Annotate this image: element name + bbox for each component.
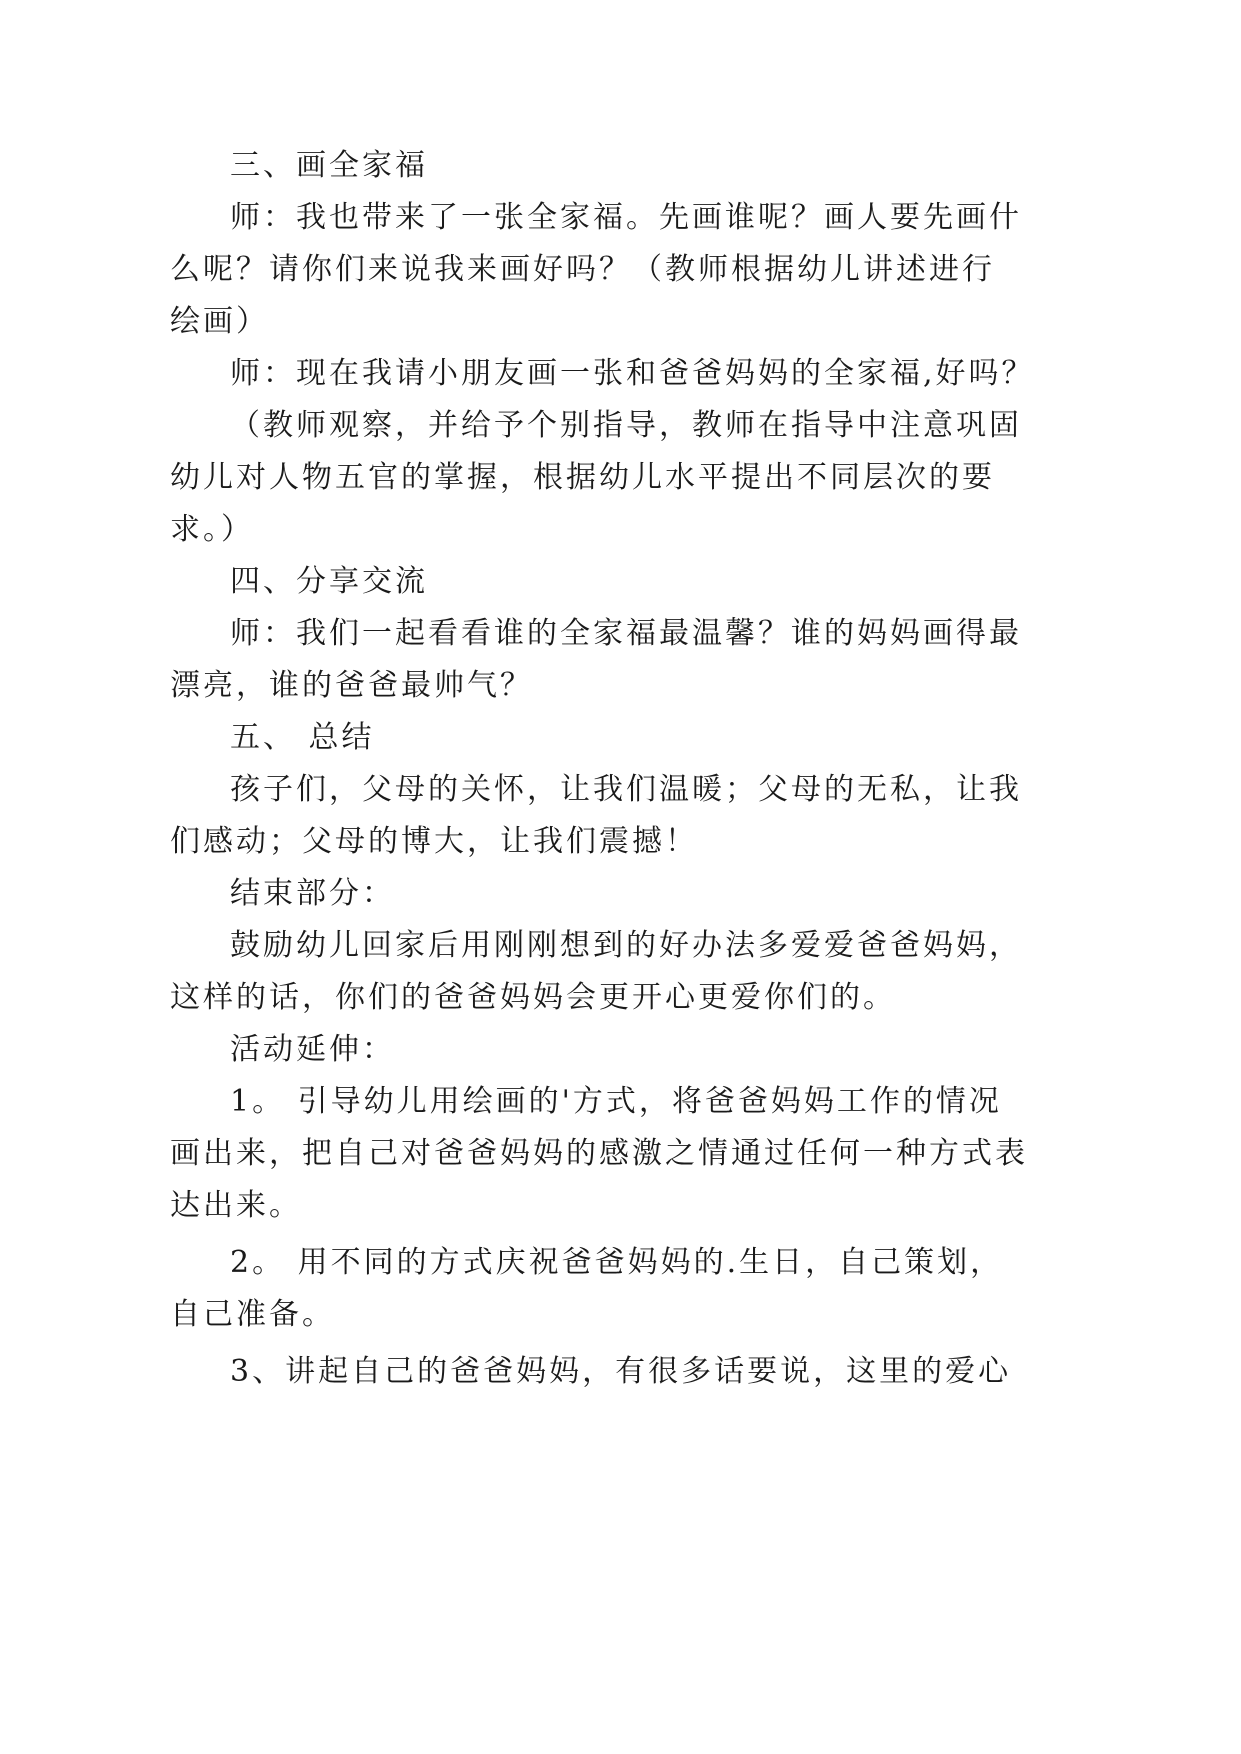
list-item-1-line: 画出来，把自己对爸爸妈妈的感激之情通过任何一种方式表 xyxy=(170,1136,1028,1171)
paragraph-line: 漂亮，谁的爸爸最帅气？ xyxy=(170,668,533,703)
paragraph-line: 么呢？请你们来说我来画好吗？（教师根据幼儿讲述进行 xyxy=(170,252,995,287)
paragraph-line: （教师观察，并给予个别指导，教师在指导中注意巩固 xyxy=(230,408,1022,443)
section-heading-summary: 五、 总结 xyxy=(230,720,375,755)
paragraph-line: 孩子们，父母的关怀，让我们温暖；父母的无私，让我 xyxy=(230,772,1022,807)
list-item-1-line: 1。 引导幼儿用绘画的'方式，将爸爸妈妈工作的情况 xyxy=(230,1084,1002,1119)
paragraph-line: 们感动；父母的博大，让我们震撼！ xyxy=(170,824,698,859)
paragraph-line: 绘画） xyxy=(170,304,269,339)
section-heading-extension: 活动延伸： xyxy=(230,1032,395,1067)
paragraph-line: 师：我们一起看看谁的全家福最温馨？谁的妈妈画得最 xyxy=(230,616,1022,651)
section-heading-draw-family: 三、画全家福 xyxy=(230,148,428,183)
paragraph-line: 师：我也带来了一张全家福。先画谁呢？画人要先画什 xyxy=(230,200,1022,235)
paragraph-line: 幼儿对人物五官的掌握，根据幼儿水平提出不同层次的要 xyxy=(170,460,995,495)
paragraph-line: 师：现在我请小朋友画一张和爸爸妈妈的全家福,好吗？ xyxy=(230,356,1035,391)
list-item-1-line: 达出来。 xyxy=(170,1188,302,1223)
list-item-2-line: 2。 用不同的方式庆祝爸爸妈妈的.生日，自己策划， xyxy=(230,1245,1004,1280)
paragraph-line: 鼓励幼儿回家后用刚刚想到的好办法多爱爱爸爸妈妈， xyxy=(230,928,1022,963)
section-heading-ending: 结束部分： xyxy=(230,876,395,911)
list-item-3-line: 3、讲起自己的爸爸妈妈，有很多话要说，这里的爱心 xyxy=(230,1354,1012,1389)
paragraph-line: 这样的话，你们的爸爸妈妈会更开心更爱你们的。 xyxy=(170,980,896,1015)
list-item-2-line: 自己准备。 xyxy=(170,1297,335,1332)
section-heading-share: 四、分享交流 xyxy=(230,564,428,599)
paragraph-line: 求。） xyxy=(170,512,254,547)
